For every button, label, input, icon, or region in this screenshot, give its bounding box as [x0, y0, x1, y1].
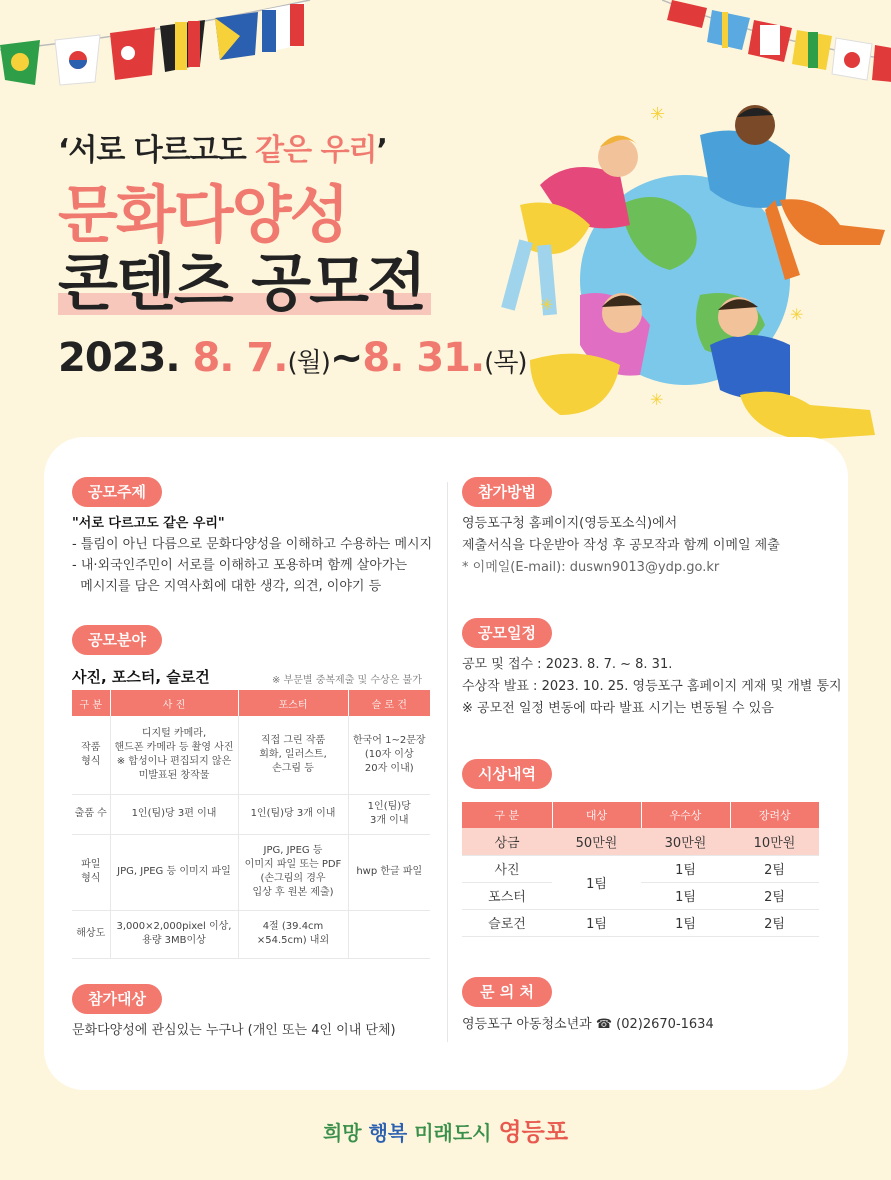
schedule-line2: 수상작 발표 : 2023. 10. 25. 영등포구 홈페이지 게재 및 개별 통지	[462, 679, 842, 694]
table-cell: 50만원	[552, 828, 641, 855]
method-line1: 영등포구청 홈페이지(영등포소식)에서	[462, 516, 678, 531]
theme-line2: - 내·외국인주민이 서로를 이해하고 포용하며 함께 살아가는	[72, 558, 408, 573]
table-cell: 1팀	[641, 882, 730, 909]
table-cell: 1인(팀)당 3편 이내	[110, 794, 238, 834]
table-row	[462, 855, 819, 882]
table-row	[72, 834, 430, 910]
table-row	[72, 794, 430, 834]
svg-text:✳: ✳	[650, 390, 664, 409]
table-cell: JPG, JPEG 등 이미지 파일 또는 PDF (손그림의 경우 입상 후 원본 제출)	[238, 834, 348, 910]
table-cell: JPG, JPEG 등 이미지 파일	[110, 834, 238, 910]
theme-label: 공모주제	[72, 477, 162, 507]
fields-heading: 사진, 포스터, 슬로건	[72, 668, 210, 686]
eligibility-text: 문화다양성에 관심있는 누구나 (개인 또는 4인 이내 단체)	[72, 1023, 396, 1038]
table-cell: 30만원	[641, 828, 730, 855]
table-cell: 1팀	[641, 855, 730, 882]
fields-table	[72, 690, 430, 959]
table-cell: 디지털 카메라, 핸드폰 카메라 등 촬영 사진 ※ 합성이나 편집되지 않은 미발표된 창작물	[110, 716, 238, 794]
table-cell: hwp 한글 파일	[348, 834, 430, 910]
awards-label: 시상내역	[462, 759, 552, 789]
table-cell: 파일 형식	[72, 834, 110, 910]
hero-title-line2: 콘텐츠 공모전	[58, 249, 425, 317]
table-cell: 4절 (39.4cm ×54.5cm) 내외	[238, 910, 348, 958]
hero-subtitle: ‘서로 다르고도 같은 우리’	[58, 133, 387, 168]
table-cell: 2팀	[730, 855, 819, 882]
awards-col-header: 구 분	[462, 802, 552, 828]
table-row	[462, 882, 819, 909]
svg-text:✳: ✳	[540, 295, 554, 314]
table-cell: 10만원	[730, 828, 819, 855]
globe-people-illustration	[500, 95, 890, 465]
table-cell: 포스터	[462, 882, 552, 909]
district-logo: 희망 행복 미래도시 영등포	[322, 1118, 569, 1146]
hero-date-range: 2023. 8. 7.(월)~8. 31.(목)	[58, 335, 527, 382]
fields-col-header: 사 진	[110, 690, 238, 716]
fields-col-header: 슬 로 건	[348, 690, 430, 716]
hero-section	[58, 125, 527, 381]
contact-label: 문 의 처	[462, 977, 552, 1007]
table-cell: 슬로건	[462, 909, 552, 936]
fields-col-header: 구 분	[72, 690, 110, 716]
fields-col-header: 포스터	[238, 690, 348, 716]
table-cell: 사진	[462, 855, 552, 882]
method-line2: 제출서식을 다운받아 작성 후 공모작과 함께 이메일 제출	[462, 538, 780, 553]
table-cell: 직접 그린 작품 회화, 일러스트, 손그림 등	[238, 716, 348, 794]
schedule-line3: ※ 공모전 일정 변동에 따라 발표 시기는 변동될 수 있음	[462, 701, 774, 716]
svg-text:✳: ✳	[650, 104, 666, 125]
table-cell: 3,000×2,000pixel 이상, 용량 3MB이상	[110, 910, 238, 958]
theme-line3: 메시지를 담은 지역사회에 대한 생각, 의견, 이야기 등	[72, 579, 382, 594]
hero-title-line1: 문화다양성	[58, 178, 348, 251]
table-cell: 해상도	[72, 910, 110, 958]
eligibility-label: 참가대상	[72, 984, 162, 1014]
table-cell: 한국어 1~2문장 (10자 이상 20자 이내)	[348, 716, 430, 794]
awards-col-header: 장려상	[730, 802, 819, 828]
method-email: * 이메일(E-mail): duswn9013@ydp.go.kr	[462, 560, 720, 575]
svg-text:✳: ✳	[790, 305, 804, 324]
fields-label: 공모분야	[72, 625, 162, 655]
schedule-line1: 공모 및 접수 : 2023. 8. 7. ~ 8. 31.	[462, 657, 673, 672]
contact-text: 영등포구 아동청소년과 ☎ (02)2670-1634	[462, 1017, 714, 1032]
table-cell: 출품 수	[72, 794, 110, 834]
method-label: 참가방법	[462, 477, 552, 507]
flag-bunting-left	[0, 0, 330, 95]
table-cell: 상금	[462, 828, 552, 855]
table-cell: 1팀	[552, 909, 641, 936]
awards-table	[462, 802, 819, 937]
table-cell: 1팀	[552, 855, 641, 909]
schedule-label: 공모일정	[462, 618, 552, 648]
table-row	[72, 910, 430, 958]
table-row	[462, 828, 819, 855]
table-cell: 1인(팀)당 3개 이내	[238, 794, 348, 834]
table-cell: 2팀	[730, 882, 819, 909]
table-cell: 1팀	[641, 909, 730, 936]
table-row	[462, 909, 819, 936]
table-row	[72, 716, 430, 794]
table-cell: 1인(팀)당 3개 이내	[348, 794, 430, 834]
column-divider	[447, 482, 448, 1042]
table-cell: 2팀	[730, 909, 819, 936]
table-cell	[348, 910, 430, 958]
fields-note: ※ 부문별 중복제출 및 수상은 불가	[272, 675, 422, 686]
awards-col-header: 대상	[552, 802, 641, 828]
awards-col-header: 우수상	[641, 802, 730, 828]
table-cell: 작품 형식	[72, 716, 110, 794]
theme-line1: - 틀림이 아닌 다름으로 문화다양성을 이해하고 수용하는 메시지	[72, 537, 433, 552]
flag-bunting-right	[662, 0, 891, 95]
theme-heading: "서로 다르고도 같은 우리"	[72, 516, 225, 531]
